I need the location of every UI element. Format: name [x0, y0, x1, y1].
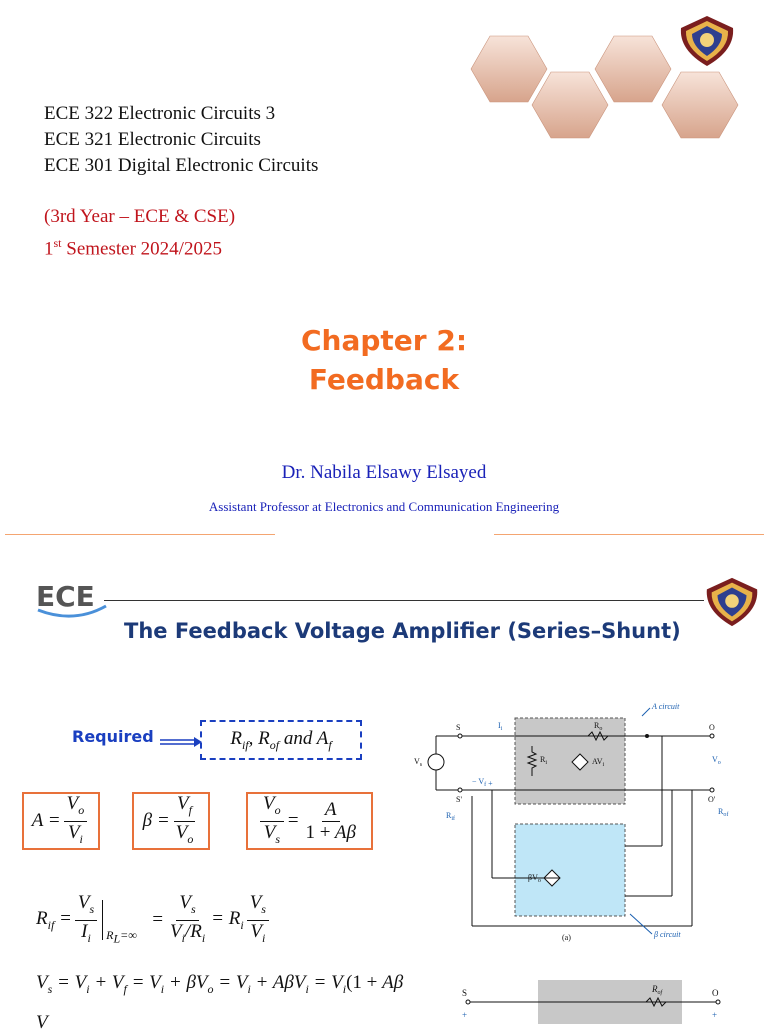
svg-text:Vs: $V_s$	[414, 757, 423, 768]
year-line: (3rd Year – ECE & CSE)	[44, 206, 236, 227]
required-box: $R_{if}$, $R_{of}$ and $A_f$	[200, 720, 362, 760]
svg-text:βVo: $\beta V_o$	[528, 873, 541, 884]
svg-text:Rof: $R_{of}$	[652, 984, 663, 996]
svg-text:Rof: $R_{of}$	[718, 807, 729, 818]
svg-text:+: +	[462, 1010, 468, 1020]
svg-text:Rif: $R_{if}$	[446, 811, 456, 822]
title-rule	[104, 600, 704, 601]
svg-text:S': S'	[456, 795, 462, 804]
semester-line: 1st Semester 2024/2025	[44, 236, 222, 260]
university-logo	[677, 14, 737, 68]
course-line-3: ECE 301 Digital Electronic Circuits	[44, 155, 319, 176]
svg-text:AVi: $AV_i$	[592, 757, 605, 768]
author-name: Dr. Nabila Elsawy Elsayed	[281, 462, 487, 483]
svg-text:Ii: $I_i$	[498, 721, 503, 732]
author-affiliation: Assistant Professor at Electronics and Communication Engineering	[208, 499, 560, 514]
feedback-circuit-diagram-b	[456, 976, 762, 1024]
required-label: Required	[72, 727, 154, 746]
ece-logo: ECE	[36, 580, 116, 622]
double-arrow-icon	[160, 733, 202, 745]
svg-text:− Vf +: − $V_f$ +	[472, 777, 493, 788]
svg-text:(a): (a)	[562, 933, 571, 942]
svg-text:Vo: $V_o$	[712, 755, 721, 766]
svg-text:β circuit: β circuit	[654, 930, 681, 939]
feedback-circuit-diagram	[412, 696, 762, 946]
divider-left	[5, 534, 275, 535]
chapter-title: Feedback	[308, 363, 460, 396]
svg-text:A circuit: A circuit	[652, 702, 680, 711]
course-line-2: ECE 321 Electronic Circuits	[44, 129, 261, 150]
svg-text:O: O	[712, 988, 719, 998]
divider-right	[494, 534, 764, 535]
svg-text:S: S	[462, 988, 468, 998]
university-logo-small	[703, 575, 761, 629]
source-voltage-equation: $V_s = V_i + V_f = V_i + \beta V_o = V_i + A\beta V_i = V_i(1 + A\beta$	[36, 972, 404, 996]
input-resistance-equation: $R_{if}$ = $\frac{V_s}{I_i}$ $R_L=\infty$ = $\frac{V_s}{V_i/R_i}$ = $R_i$ $\frac{V_s}{V_i}$	[36, 890, 272, 950]
gain-equation-box: A = $\frac{V_o}{V_i}$	[22, 792, 100, 850]
course-line-1: ECE 322 Electronic Circuits 3	[44, 103, 276, 124]
svg-text:Ro: $R_o$	[594, 721, 603, 732]
beta-equation-box: β = $\frac{V_f}{V_o}$	[132, 792, 210, 850]
chapter-number: Chapter 2:	[300, 324, 468, 357]
svg-text:+: +	[712, 1010, 718, 1020]
equation-continued: V	[36, 1012, 48, 1033]
svg-text:O': O'	[708, 795, 716, 804]
slide-title: The Feedback Voltage Amplifier (Series–Shunt)	[124, 619, 681, 643]
svg-text:Ri: $R_i$	[540, 755, 548, 766]
svg-text:S: S	[456, 723, 461, 732]
closed-loop-gain-box: $\frac{V_o}{V_s}$ = $\frac{A}{1 + A\beta}$	[246, 792, 373, 850]
svg-text:O: O	[709, 723, 715, 732]
